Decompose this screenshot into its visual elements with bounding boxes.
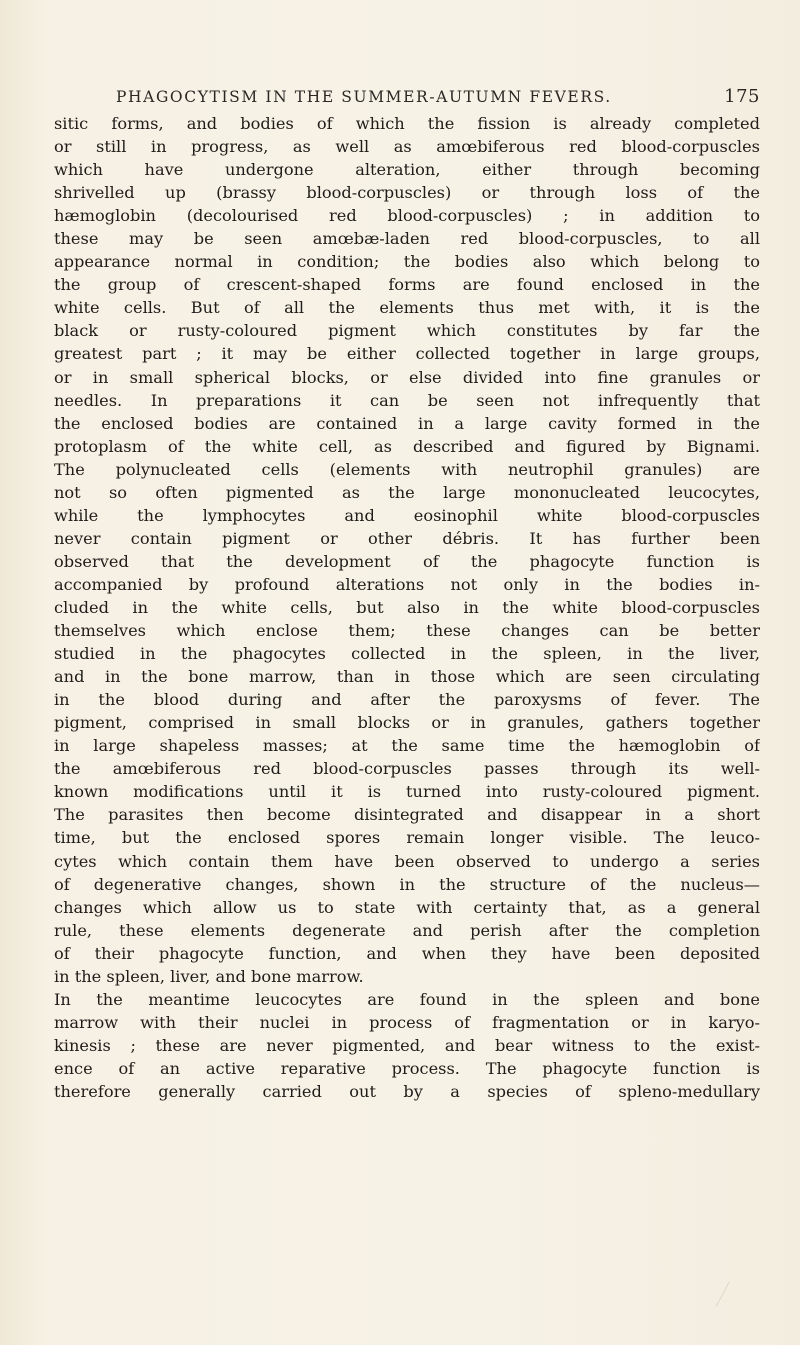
text-line: sitic forms, and bodies of which the fission is already completed: [54, 114, 760, 133]
text-line: never contain pigment or other débris. It has further been: [54, 528, 760, 548]
text-line: The parasites then become disintegrated and disappear in a short: [54, 805, 760, 825]
page-header: [54, 88, 760, 114]
text-line: accompanied by profound alterations not only in the bodies in-: [54, 574, 760, 594]
text-line: hæmoglobin (decolourised red blood-corpuscles) ; in addition to: [54, 206, 760, 226]
text-line: the group of crescent-shaped forms are found enclosed in the: [54, 275, 760, 295]
paper-mark: [716, 1282, 748, 1317]
text-line: themselves which enclose them; these changes can be better: [54, 621, 760, 641]
text-line: or still in progress, as well as amœbiferous red blood-corpuscles: [54, 137, 760, 157]
text-line: changes which allow us to state with certainty that, as a general: [54, 897, 760, 917]
text-line: observed that the development of the phagocyte function is: [54, 551, 760, 571]
text-line: cytes which contain them have been observed to undergo a series: [54, 851, 760, 871]
text-line: studied in the phagocytes collected in the spleen, in the liver,: [54, 644, 760, 664]
text-line: known modifications until it is turned into rusty-coloured pigment.: [54, 782, 760, 802]
text-line: white cells. But of all the elements thus met with, it is the: [54, 298, 760, 318]
text-line: black or rusty-coloured pigment which constitutes by far the: [54, 321, 760, 341]
text-line: while the lymphocytes and eosinophil white blood-corpuscles: [54, 505, 760, 525]
text-line: these may be seen amœbæ-laden red blood-corpuscles, to all: [54, 229, 760, 249]
text-line: of degenerative changes, shown in the structure of the nucleus—: [54, 874, 760, 894]
text-line: which have undergone alteration, either through becoming: [54, 160, 760, 180]
body-text: [54, 112, 760, 1103]
text-line: kinesis ; these are never pigmented, and bear witness to the exist-: [54, 1035, 760, 1055]
text-line: rule, these elements degenerate and perish after the completion: [54, 920, 760, 940]
text-line: In the meantime leucocytes are found in the spleen and bone: [54, 989, 760, 1009]
text-line: of their phagocyte function, and when they have been deposited: [54, 943, 760, 963]
text-line: appearance normal in condition; the bodies also which belong to: [54, 252, 760, 272]
page-number: 175: [724, 86, 760, 107]
text-line: or in small spherical blocks, or else divided into fine granules or: [54, 367, 760, 387]
text-line: greatest part ; it may be either collected together in large groups,: [54, 344, 760, 364]
text-line: in the blood during and after the paroxysms of fever. The: [54, 690, 760, 710]
text-line: marrow with their nuclei in process of fragmentation or in karyo-: [54, 1012, 760, 1032]
text-line: cluded in the white cells, but also in the white blood-corpuscles: [54, 597, 760, 617]
text-line: in the spleen, liver, and bone marrow.: [54, 966, 364, 986]
text-line: protoplasm of the white cell, as described and figured by Bignami.: [54, 436, 760, 456]
text-line: in large shapeless masses; at the same time the hæmoglobin of: [54, 736, 760, 756]
running-head: PHAGOCYTISM IN THE SUMMER-AUTUMN FEVERS.: [116, 88, 612, 106]
text-line: time, but the enclosed spores remain longer visible. The leuco-: [54, 828, 760, 848]
text-line: shrivelled up (brassy blood-corpuscles) or through loss of the: [54, 183, 760, 203]
text-line: pigment, comprised in small blocks or in granules, gathers together: [54, 713, 760, 733]
text-line: therefore generally carried out by a species of spleno-medullary: [54, 1081, 760, 1101]
text-line: ence of an active reparative process. The phagocyte function is: [54, 1058, 760, 1078]
text-line: not so often pigmented as the large mononucleated leucocytes,: [54, 482, 760, 502]
text-line: The polynucleated cells (elements with neutrophil granules) are: [54, 459, 760, 479]
text-line: needles. In preparations it can be seen not infrequently that: [54, 390, 760, 410]
text-line: the enclosed bodies are contained in a large cavity formed in the: [54, 413, 760, 433]
text-line: the amœbiferous red blood-corpuscles passes through its well-: [54, 759, 760, 779]
text-line: and in the bone marrow, than in those which are seen circulating: [54, 667, 760, 687]
